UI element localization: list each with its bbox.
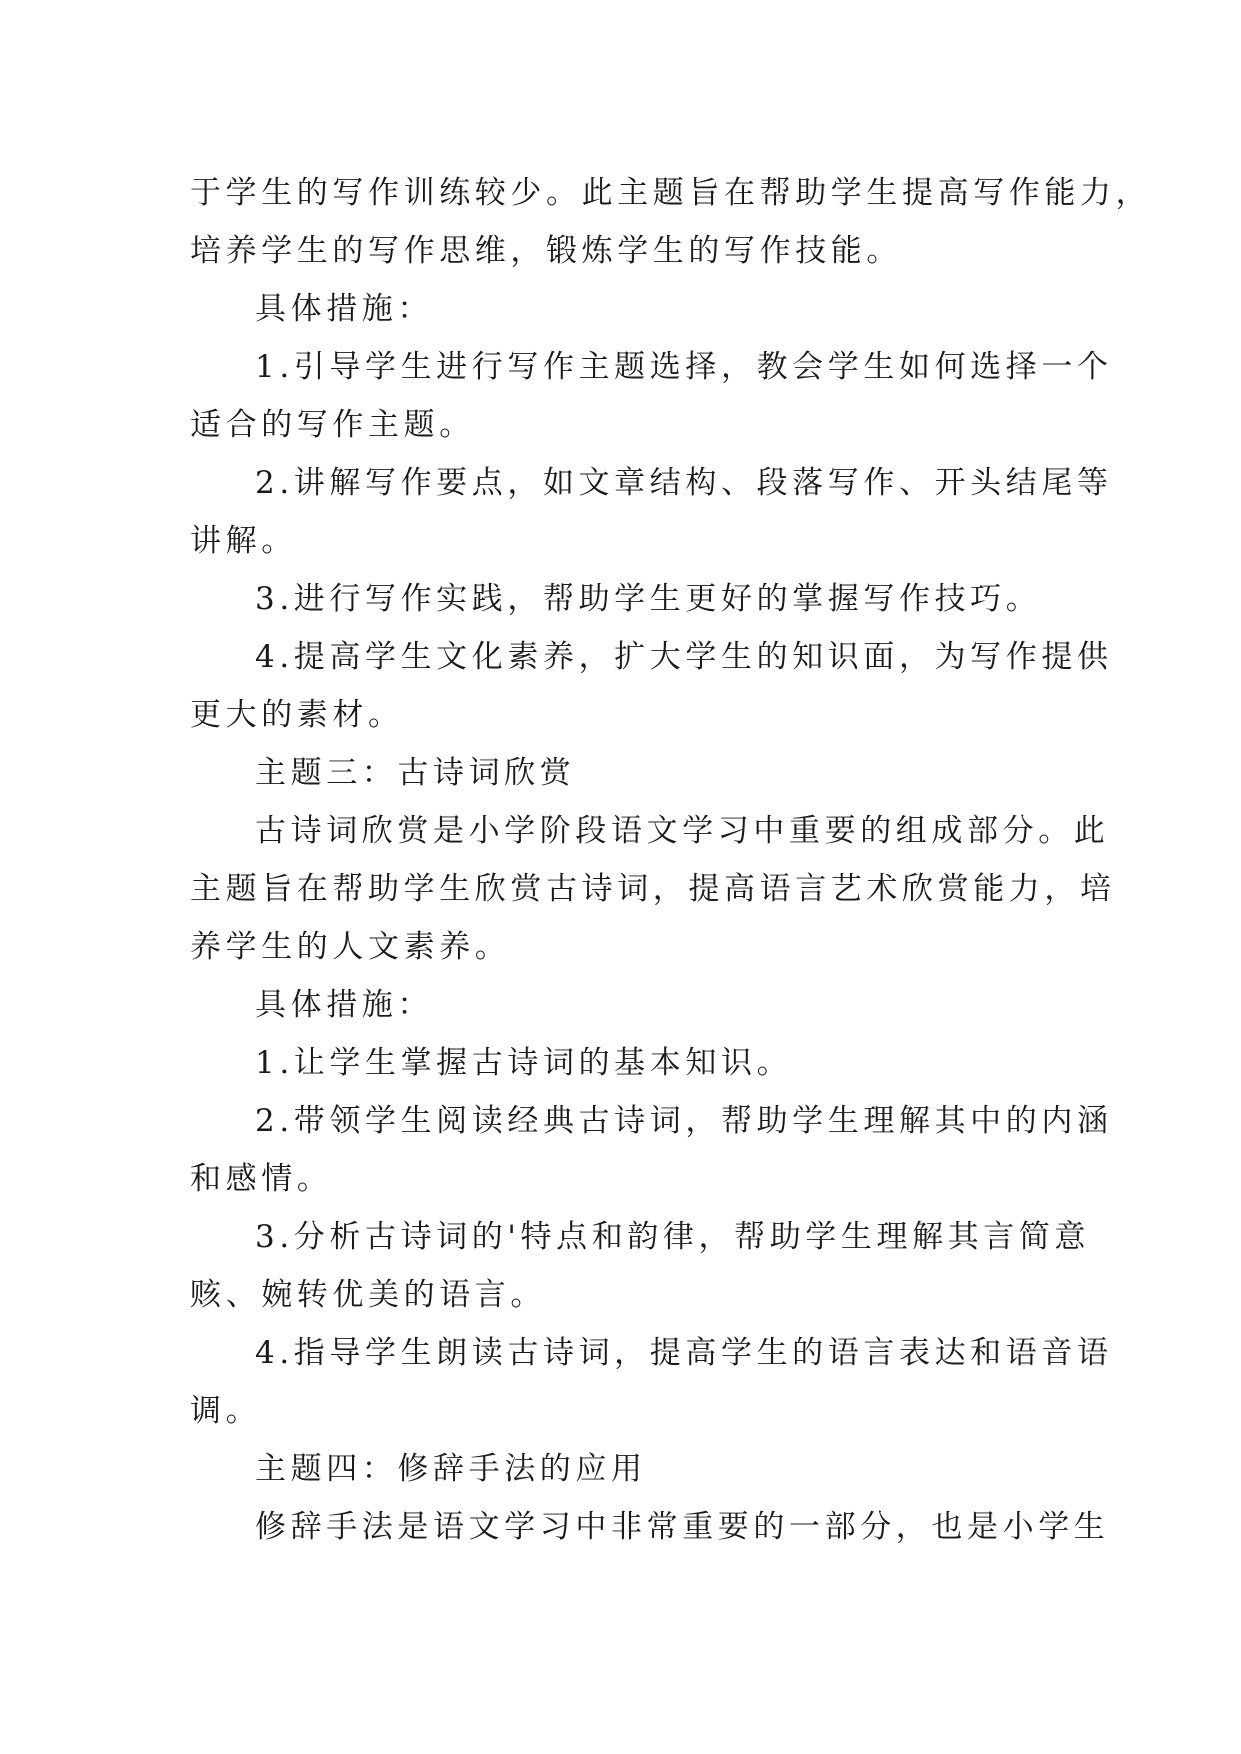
list-item: 2.带领学生阅读经典古诗词，帮助学生理解其中的内涵 [255,1103,1113,1139]
list-item: 4.提高学生文化素养，扩大学生的知识面，为写作提供 [255,639,1113,675]
text-line: 和感情。 [190,1161,333,1197]
list-item: 1.让学生掌握古诗词的基本知识。 [255,1045,793,1081]
section-heading: 具体措施： [255,987,433,1023]
text-line: 培养学生的写作思维，锻炼学生的写作技能。 [190,233,902,269]
section-heading: 具体措施： [255,291,433,327]
text-line: 讲解。 [190,523,297,559]
text-line: 养学生的人文素养。 [190,929,511,965]
text-line: 于学生的写作训练较少。此主题旨在帮助学生提高写作能力， [190,175,1152,211]
paragraph-line: 修辞手法是语文学习中非常重要的一部分，也是小学生 [255,1509,1110,1545]
text-line: 更大的素材。 [190,697,404,733]
list-item: 3.进行写作实践，帮助学生更好的掌握写作技巧。 [255,581,1042,617]
section-heading: 主题三：古诗词欣赏 [255,755,576,791]
section-heading: 主题四：修辞手法的应用 [255,1451,647,1487]
paragraph-line: 古诗词欣赏是小学阶段语文学习中重要的组成部分。此 [255,813,1110,849]
text-line: 适合的写作主题。 [190,407,475,443]
list-item: 1.引导学生进行写作主题选择，教会学生如何选择一个 [255,349,1113,385]
text-line: 主题旨在帮助学生欣赏古诗词，提高语言艺术欣赏能力，培 [190,871,1116,907]
list-item: 3.分析古诗词的'特点和韵律，帮助学生理解其言简意 [255,1219,1091,1255]
text-line: 赅、婉转优美的语言。 [190,1277,546,1313]
list-item: 4.指导学生朗读古诗词，提高学生的语言表达和语音语 [255,1335,1113,1371]
list-item: 2.讲解写作要点，如文章结构、段落写作、开头结尾等 [255,465,1113,501]
text-line: 调。 [190,1393,262,1429]
